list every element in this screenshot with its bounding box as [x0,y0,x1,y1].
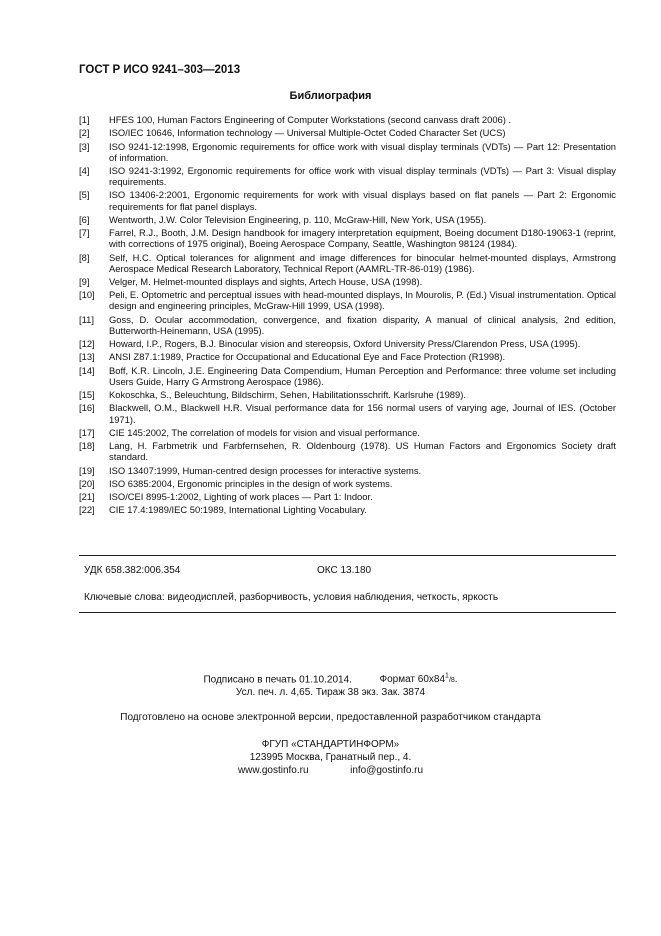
keywords: Ключевые слова: видеодисплей, разборчивость, условия наблюдения, четкость, яркость [84,592,499,603]
bibliography-entry [79,252,616,274]
bibliography-entry [79,165,616,187]
entry-text: Blackwell, O.M., Blackwell H.R. Visual performance data for 156 normal users of varying age, Journal of IES. (October 1971). [109,402,616,425]
entry-text: ISO 6385:2004, Ergonomic principles in the design of work systems. [109,477,393,489]
bibliography-entry [79,141,616,163]
bibliography-entry [79,365,616,387]
divider-bottom [79,612,616,613]
entry-number: [9] [79,276,90,288]
entry-number: [12] [79,338,95,350]
imprint-signed-line [0,673,661,685]
bibliography-entry [79,491,616,502]
publisher-name: ФГУП «СТАНДАРТИНФОРМ» [261,739,400,750]
entry-number: [21] [79,491,95,503]
entry-text: Lang, H. Farbmetrik und Farbfernsehen, R. Oldenbourg (1978). US Human Factors and Ergonomics Society draft standard. [109,440,616,463]
entry-number: [4] [79,164,90,176]
entry-text: Velger, M. Helmet-mounted displays and sights, Artech House, USA (1998). [109,276,423,288]
bibliography-list [79,114,616,518]
publisher-contacts [0,765,661,776]
bibliography-entry [79,402,616,424]
entry-number: [18] [79,440,95,452]
bibliography-entry [79,427,616,438]
bibliography-entry [79,440,616,462]
entry-number: [3] [79,140,90,152]
publisher-address: 123995 Москва, Гранатный пер., 4. [249,752,412,763]
entry-text: ISO/CEI 8995-1:2002, Lighting of work places — Part 1: Indoor. [109,491,373,503]
bibliography-entry [79,504,616,515]
entry-number: [10] [79,289,95,301]
bibliography-entry [79,389,616,400]
entry-text: ISO 9241-3:1992, Ergonomic requirements for office work with visual display terminals (VDTs) — Part 3: Visual display requirements. [109,164,616,188]
entry-text: ANSI Z87.1:1989, Practice for Occupational and Educational Eye and Face Protection (R1998). [109,351,506,363]
print-details: Усл. печ. л. 4,65. Тираж 38 экз. Зак. 3874 [235,687,426,698]
entry-text: Howard, I.P., Rogers, B.J. Binocular vision and stereopsis, Oxford University Press/Clarendon Press, USA (1995). [109,338,581,350]
udk-code: УДК 658.382:006.354 [84,565,181,576]
document-id: ГОСТ Р ИСО 9241–303—2013 [79,64,241,76]
bibliography-entry [79,289,616,311]
bibliography-entry [79,276,616,287]
entry-number: [15] [79,389,95,401]
bibliography-entry [79,478,616,489]
oks-code: ОКС 13.180 [317,565,372,576]
entry-number: [14] [79,364,95,376]
entry-number: [6] [79,213,90,225]
entry-text: ISO 9241-12:1998, Ergonomic requirements for office work with visual display terminals (VDTs) — Part 12: Presentation of information. [109,140,616,163]
entry-number: [2] [79,127,90,139]
paper-format: Формат $60х84^1/8$. [379,673,458,686]
bibliography-entry [79,114,616,125]
bibliography-entry [79,227,616,249]
entry-text: Peli, E. Optometric and perceptual issues with head-mounted displays, In Mourolis, P. (Ed.) Visual instrumentation. Optical design and engineering principles, McGraw-Hill 1999, USA (1998). [109,289,616,312]
divider-top [79,555,616,556]
prepared-note: Подготовлено на основе электронной версии, предоставленной разработчиком стандарта [120,712,541,723]
bibliography-entry [79,127,616,138]
signed-date: Подписано в печать 01.10.2014. [203,674,352,686]
entry-text: HFES 100, Human Factors Engineering of Computer Workstations (second canvass draft 2006) . [109,114,512,125]
bibliography-entry [79,214,616,225]
entry-number: [16] [79,402,95,414]
email-link[interactable]: info@gostinfo.ru [350,765,424,776]
entry-text: ISO 13406-2:2001, Ergonomic requirements for work with visual displays based on flat panels — Part 2: Ergonomic requirements for flat panel displays. [109,189,616,212]
entry-number: [8] [79,251,90,263]
entry-text: ISO 13407:1999, Human-centred design processes for interactive systems. [109,464,422,476]
entry-text: Wentworth, J.W. Color Television Engineering, p. 110, McGraw-Hill, New York, USA (1955). [109,213,487,225]
entry-text: Farrel, R.J., Booth, J.M. Design handbook for imagery interpretation equipment, Boeing document D180-19063-1 (reprint, with corrections of 1975 original), Boeing Aerospace Company, Seattle, Washington 98124 (1984). [109,227,616,250]
entry-text: Self, H.C. Optical tolerances for alignment and image differences for binocular helmet-mounted displays, Armstrong Aerospace Medical Research Laboratory, Technical Report (AAMRL-TR-86-019) (1986). [109,251,616,274]
bibliography-entry [79,314,616,336]
entry-number: [19] [79,464,95,476]
entry-text: CIE 17.4:1989/IEC 50:1989, International Lighting Vocabulary. [109,504,367,516]
entry-number: [1] [79,114,90,125]
bibliography-entry [79,189,616,211]
website-link[interactable]: www.gostinfo.ru [237,765,309,776]
entry-number: [13] [79,351,95,363]
entry-number: [7] [79,227,90,239]
entry-text: Kokoschka, S., Beleuchtung, Bildschirm, Sehen, Habilitationsschrift. Karlsruhe (1989). [109,389,466,401]
entry-number: [22] [79,504,95,516]
entry-text: Boff, K.R. Lincoln, J.E. Engineering Data Compendium, Human Perception and Performance: three volume set including Users Guide, Harry G Armstrong Aerospace (1986). [109,364,616,387]
entry-number: [20] [79,477,95,489]
entry-text: Goss, D. Ocular accommodation, convergence, and fixation disparity, A manual of clinical analysis, 2nd edition, Butterworth-Heinemann, USA (1995). [109,313,616,336]
bibliography-entry [79,351,616,362]
bibliography-entry [79,465,616,476]
entry-text: ISO/IEC 10646, Information technology — Universal Multiple-Octet Coded Character Set (UCS) [109,127,506,139]
entry-number: [5] [79,189,90,201]
entry-number: [11] [79,313,94,325]
entry-number: [17] [79,426,95,438]
entry-text: CIE 145:2002, The correlation of models for vision and visual performance. [109,426,420,438]
bibliography-entry [79,338,616,349]
bibliography-title: Библиография [289,90,372,102]
